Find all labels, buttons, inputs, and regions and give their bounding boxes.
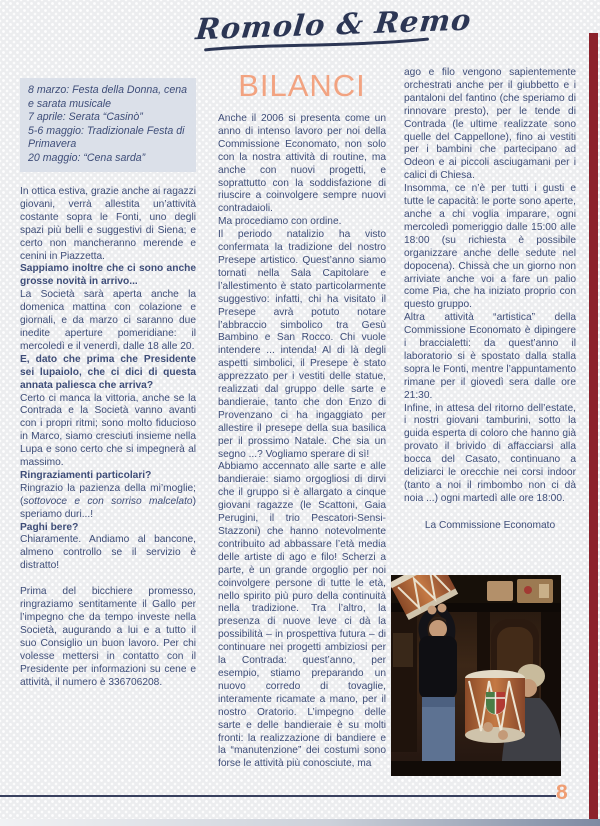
paragraph: Sappiamo inoltre che ci sono anche grosse novità in arrivo... [20, 263, 196, 288]
paragraph: La Società sarà aperta anche la domenica mattina con colazione e giornali, e da marzo ci saranno due inedite aperture pomeridiane: il mercoledì e il venerdì, dalle 18 alle 20. [20, 289, 196, 352]
footer-rule [0, 795, 556, 797]
paragraph: Infine, in attesa del ritorno dell’estate, i nostri giovani tamburini, sotto la guida esperta di coloro che hanno già provato il brivido di affacciarsi alla bocca del Casato, continuano a deliziarci le orecchie nei corsi indoor (tanto a noi il rimbombo non ci dà noia ...) ogni martedì alle ore 18:00. [404, 402, 576, 504]
paragraph: Ringraziamenti particolari? [20, 469, 152, 481]
paragraph: 8 marzo: Festa della Donna, cena e sarata musicale [28, 84, 187, 110]
paragraph: 20 maggio: “Cena sarda” [28, 151, 146, 164]
paragraph: In ottica estiva, grazie anche ai ragazzi giovani, verrà allestita un’attività costante sopra le Fonti, uno degli spazi più belli e suggestivi di Siena; e certo non mancheranno merende e cenini in Piazzetta. [20, 186, 196, 262]
paragraph: Ma procediamo con ordine. [218, 216, 342, 228]
masthead-logo [194, 2, 474, 54]
paragraph: 7 aprile: Serata “Casinò” [28, 111, 143, 124]
photo-drums [391, 575, 561, 776]
paragraph: Paghi bere? [20, 521, 79, 533]
column-left [20, 186, 196, 689]
paragraph: 5-6 maggio: Tradizionale Festa di Primavera [28, 124, 185, 151]
right-edge-stripe [589, 33, 598, 822]
paragraph: Insomma, ce n’è per tutti i gusti e tutte le capacità: le porte sono aperte, anche a chi voglia imparare, ogni mercoledì pomeriggio dalle 15:00 alle 18:00 (su richiesta è possibile organizzare anche delle sedute nel dopocena). Chissà che un giorno non arriviate anche voi a fare un palio come Pia, che ha iniziato proprio con questo gruppo. [404, 183, 576, 311]
paragraph: Il periodo natalizio ha visto confermata la tradizione del nostro Presepe artistico. Quest’anno siamo tornati nella Sala Capitolare e l’allestimento è stato particolarmente suggestivo: infatti, chi ha visitato il Presepe avrà potuto notare l’abbraccio simbolico tra Gesù Bambino e San Rocco. Chi vuole intendere ... intenda! Al di là degli aspetti simbolici, il Presepe è stato apprezzato per i vestiti delle statue, realizzati dal gruppo delle sarte e bandieraie, tanto che don Enzo di Provenzano ci ha ingaggiato per allestire il presepe della sua basilica per il prossimo Natale. Che sia un segno ...? Vogliamo sperare di sì! [218, 229, 386, 460]
paragraph: Abbiamo accennato alle sarte e alle bandieraie: siamo orgogliosi di dirvi che il gruppo si è allargato a cinque giovani ragazze (le Scattoni, Gaia Perugini, il trio Pescatori-Sensi-Stazzoni) che hanno notevolmente contribuito ad abbassare l’età media delle artiste di ago e filo! Scherzi a parte, è un grande orgoglio per noi coinvolgere persone di tutte le età, nello spirito più puro della continuità nella tradizione. Tra l’altro, la presenza di nuove leve ci dà la possibilità – in prospettiva futura – di continuare nei progetti ambiziosi per la Contrada: quest’anno, per esempio, stiamo preparando un nuovo corredo di tovaglie, interamente ricamate a mano, per il nostro Oratorio. L’impegno delle sarte e delle bandieraie è su molti fronti: la realizzazione di bandiere e la “manutenzione” dei costumi sono forse le attività più conosciute, ma [218, 461, 386, 770]
paragraph: Anche il 2006 si presenta come un anno di intenso lavoro per noi della Commissione Economato, non solo con la nostra attività di routine, ma anche con nuovi progetti, e soprattutto con la soddisfazione di riuscire a coinvolgere sempre nuovi contradaioli. [218, 113, 386, 215]
paragraph: La Commissione Economato [424, 519, 556, 531]
column-right [404, 67, 576, 533]
masthead-logo-text: Romolo & Remo [194, 2, 474, 47]
paragraph: Altra attività “artistica” della Commissione Economato è dipingere i braccialetti: da quest’anno il laboratorio si è spostato dalla stalla sopra le Fonti, mentre l’appuntamento rimane per il giovedì sera dalle ore 21:30. [404, 312, 576, 401]
paragraph: Ringrazio la pazienza della mi’moglie; (sottovoce e con sorriso malcelato) speriamo duri...! [20, 482, 196, 520]
bottom-gradient-band [0, 819, 600, 826]
column-middle [218, 113, 386, 771]
paragraph: Certo ci manca la vittoria, anche se la Contrada e la Società vanno avanti con i propri ritmi; sono molto fiducioso in Marco, siamo cresciuti insieme nella Lupa e sono certo che si impegnerà al massimo. [20, 392, 196, 469]
article-title: BILANCI [238, 68, 366, 103]
events-box [20, 78, 196, 172]
paragraph: ago e filo vengono sapientemente orchestrati anche per il giubbetto e i pantaloni del fantino (che speriamo di rinnovare presto), per le tende di Contrada (le ultime realizzate sono quelle del Cappellone), fino ai vestiti per i bambini che partecipano ad Odeon e ai piccoli asciugamani per i calici di Chiesa. [404, 67, 576, 182]
paragraph: Chiaramente. Andiamo al bancone, almeno controllo se il servizio è distratto! [20, 534, 196, 572]
paragraph: E, dato che prima che Presidente sei lupaiolo, che ci dici di questa annata paliesca che arriva? [20, 353, 196, 391]
paragraph: Prima del bicchiere promesso, ringraziamo sentitamente il Gallo per l’impegno che da tempo investe nella Società, augurando a lui e a tutto il suo Consiglio un buon lavoro. Per chi volesse mettersi in contatto con il Presidente per informazioni su cene e attività, il numero è 336706208. [20, 586, 196, 688]
page-number: 8 [556, 781, 568, 804]
